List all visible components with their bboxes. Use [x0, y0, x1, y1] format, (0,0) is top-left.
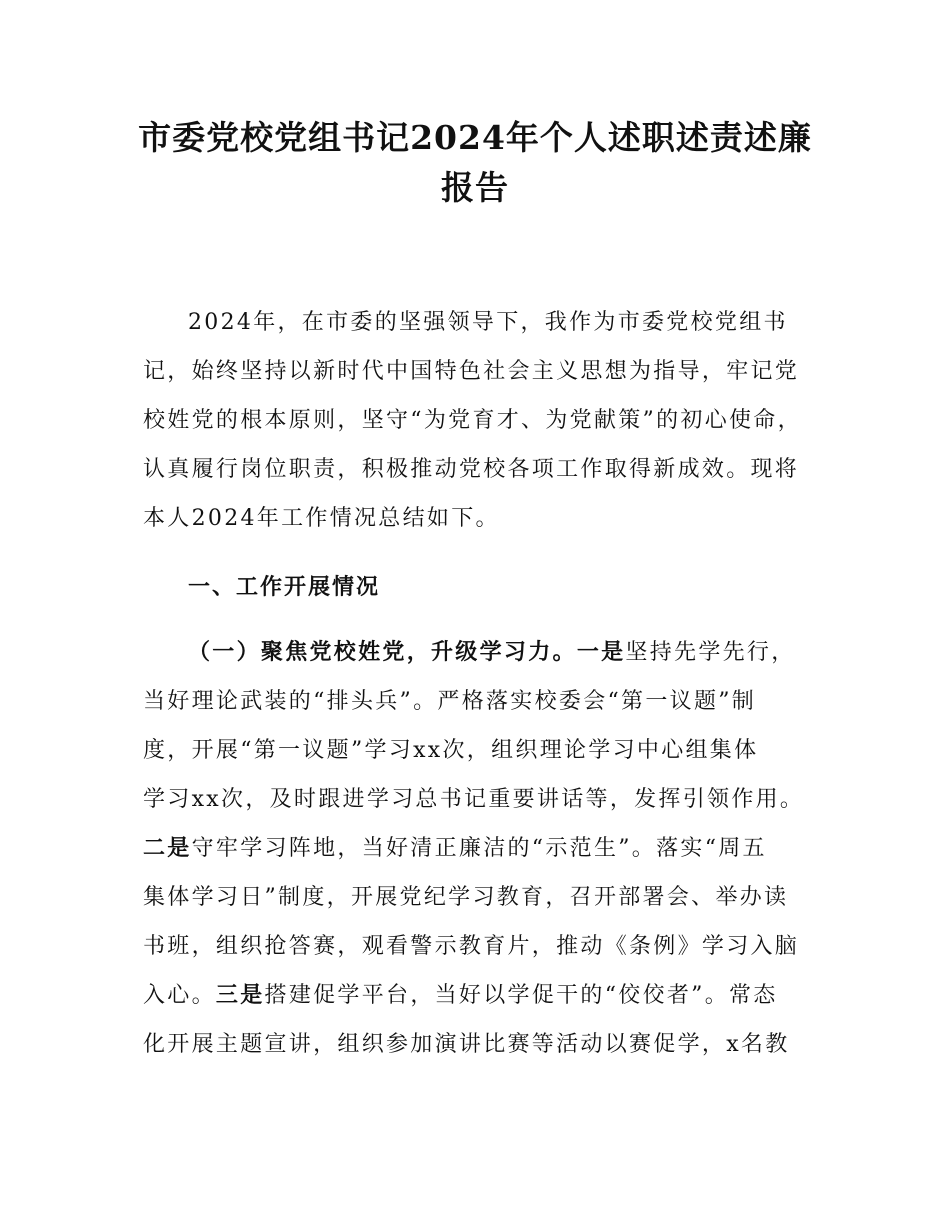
intro-line-1: 2024年，在市委的坚强领导下，我作为市委党校党组书	[188, 310, 788, 335]
document-title-line-2: 报告	[441, 168, 509, 207]
third-text: 搭建促学平台，当好以学促干的“佼佼者”。常态	[264, 983, 778, 1008]
intro-line-4: 认真履行岗位职责，积极推动党校各项工作取得新成效。现将	[143, 457, 800, 482]
intro-line-2: 记，始终坚持以新时代中国特色社会主义思想为指导，牢记党	[143, 359, 800, 384]
section-heading: 一、工作开展情况	[188, 575, 381, 600]
subsection-heading: （一）聚焦党校姓党，升级学习力。	[188, 640, 577, 665]
body-line-2: 当好理论武装的“排头兵”。严格落实校委会“第一议题”制	[143, 689, 757, 714]
second-text: 守牢学习阵地，当好清正廉洁的“示范生”。落实“周五	[191, 836, 767, 861]
body-line-8	[143, 981, 778, 1011]
body-line-9: 化开展主题宣讲，组织参加演讲比赛等活动以赛促学，x名教	[143, 1032, 790, 1057]
body-line-4: 学习xx次，及时跟进学习总书记重要讲话等，发挥引领作用。	[143, 787, 805, 812]
intro-line-3: 校姓党的根本原则，坚守“为党育才、为党献策”的初心使命，	[143, 408, 802, 433]
first-marker: 一是	[576, 640, 626, 665]
document-title-line-1: 市委党校党组书记2024年个人述职述责述廉	[138, 118, 812, 157]
body-line-7: 书班，组织抢答赛，观看警示教育片，推动《条例》学习入脑	[143, 934, 800, 959]
second-marker: 二是	[143, 836, 192, 861]
line-before-third: 入心。	[143, 983, 216, 1008]
body-line-5	[143, 834, 767, 864]
intro-line-5: 本人2024年工作情况总结如下。	[143, 506, 500, 531]
third-marker: 三是	[215, 983, 265, 1008]
subsection-paragraph-line-1	[188, 638, 796, 668]
body-line-6: 集体学习日”制度，开展党纪学习教育，召开部署会、举办读	[143, 885, 789, 910]
body-line-3: 度，开展“第一议题”学习xx次，组织理论学习中心组集体	[143, 738, 759, 763]
first-text: 坚持先学先行，	[625, 640, 796, 665]
